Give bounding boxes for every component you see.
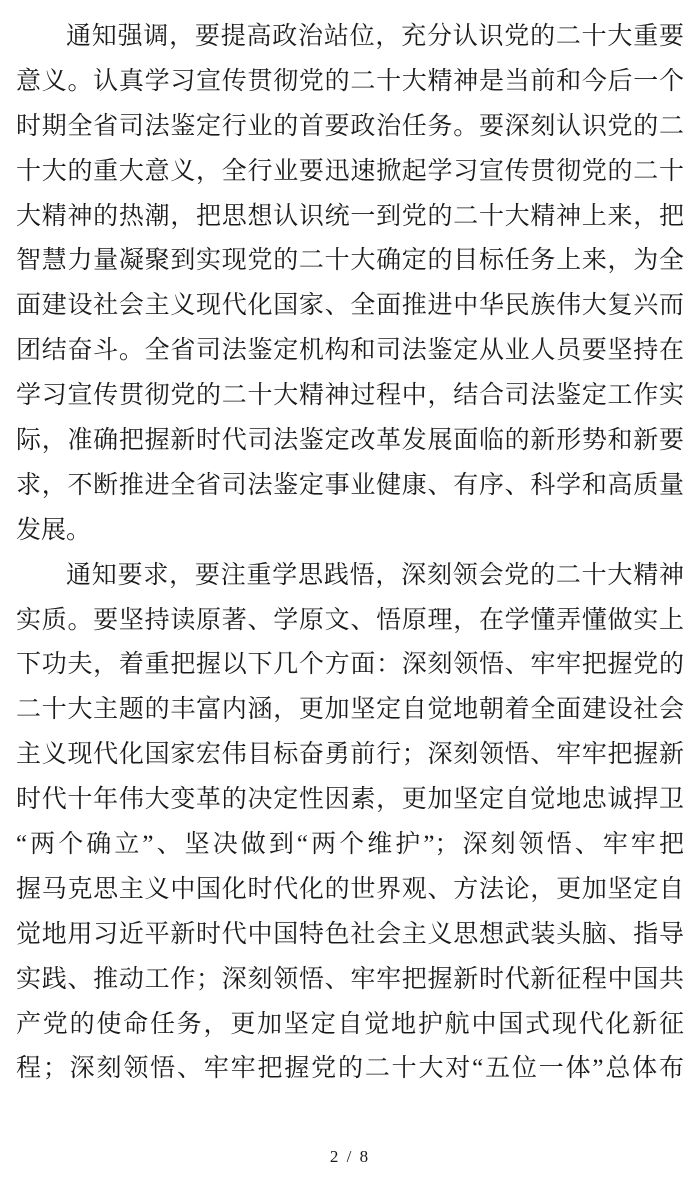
text-line: 实践、推动工作；深刻领悟、牢牢把握新时代新征程中国共 <box>16 965 684 993</box>
text-line: 握马克思主义中国化时代化的世界观、方法论，更加坚定自 <box>16 875 684 903</box>
text-line: 学习宣传贯彻党的二十大精神过程中，结合司法鉴定工作实 <box>16 382 684 410</box>
text-line: 通知要求，要注重学思践悟，深刻领会党的二十大精神 <box>66 561 684 589</box>
text-line: 面建设社会主义现代化国家、全面推进中华民族伟大复兴而 <box>16 292 684 320</box>
text-line: 十大的重大意义，全行业要迅速掀起学习宣传贯彻党的二十 <box>16 157 684 185</box>
text-line: 意义。认真学习宣传贯彻党的二十大精神是当前和今后一个 <box>16 67 684 95</box>
page-number: 2 / 8 <box>329 1147 371 1167</box>
text-line: 际，准确把握新时代司法鉴定改革发展面临的新形势和新要 <box>16 427 684 455</box>
text-line: 觉地用习近平新时代中国特色社会主义思想武装头脑、指导 <box>16 920 684 948</box>
text-line: 团结奋斗。全省司法鉴定机构和司法鉴定从业人员要坚持在 <box>16 337 684 365</box>
text-line: 主义现代化国家宏伟目标奋勇前行；深刻领悟、牢牢把握新 <box>16 741 684 769</box>
text-line: 实质。要坚持读原著、学原文、悟原理，在学懂弄懂做实上 <box>16 606 684 634</box>
text-line: 时期全省司法鉴定行业的首要政治任务。要深刻认识党的二 <box>16 112 684 140</box>
text-line: 通知强调，要提高政治站位，充分认识党的二十大重要 <box>66 23 684 50</box>
text-line: 智慧力量凝聚到实现党的二十大确定的目标任务上来，为全 <box>16 247 684 275</box>
text-line: 产党的使命任务，更加坚定自觉地护航中国式现代化新征 <box>16 1010 684 1038</box>
text-line: 大精神的热潮，把思想认识统一到党的二十大精神上来，把 <box>16 202 684 230</box>
paragraph-notice-requirements <box>16 554 684 1093</box>
text-line: 求，不断推进全省司法鉴定事业健康、有序、科学和高质量 <box>16 471 684 499</box>
text-line: 发展。 <box>16 516 92 544</box>
text-line: 下功夫，着重把握以下几个方面：深刻领悟、牢牢把握党的 <box>16 651 684 679</box>
text-line: 二十大主题的丰富内涵，更加坚定自觉地朝着全面建设社会 <box>16 696 684 724</box>
text-line: 时代十年伟大变革的决定性因素，更加坚定自觉地忠诚捍卫 <box>16 786 684 814</box>
text-line: 程；深刻领悟、牢牢把握党的二十大对“五位一体”总体布 <box>16 1055 684 1083</box>
paragraph-notice-emphasis <box>16 15 684 554</box>
text-line: “两个确立”、坚决做到“两个维护”；深刻领悟、牢牢把 <box>16 831 684 859</box>
